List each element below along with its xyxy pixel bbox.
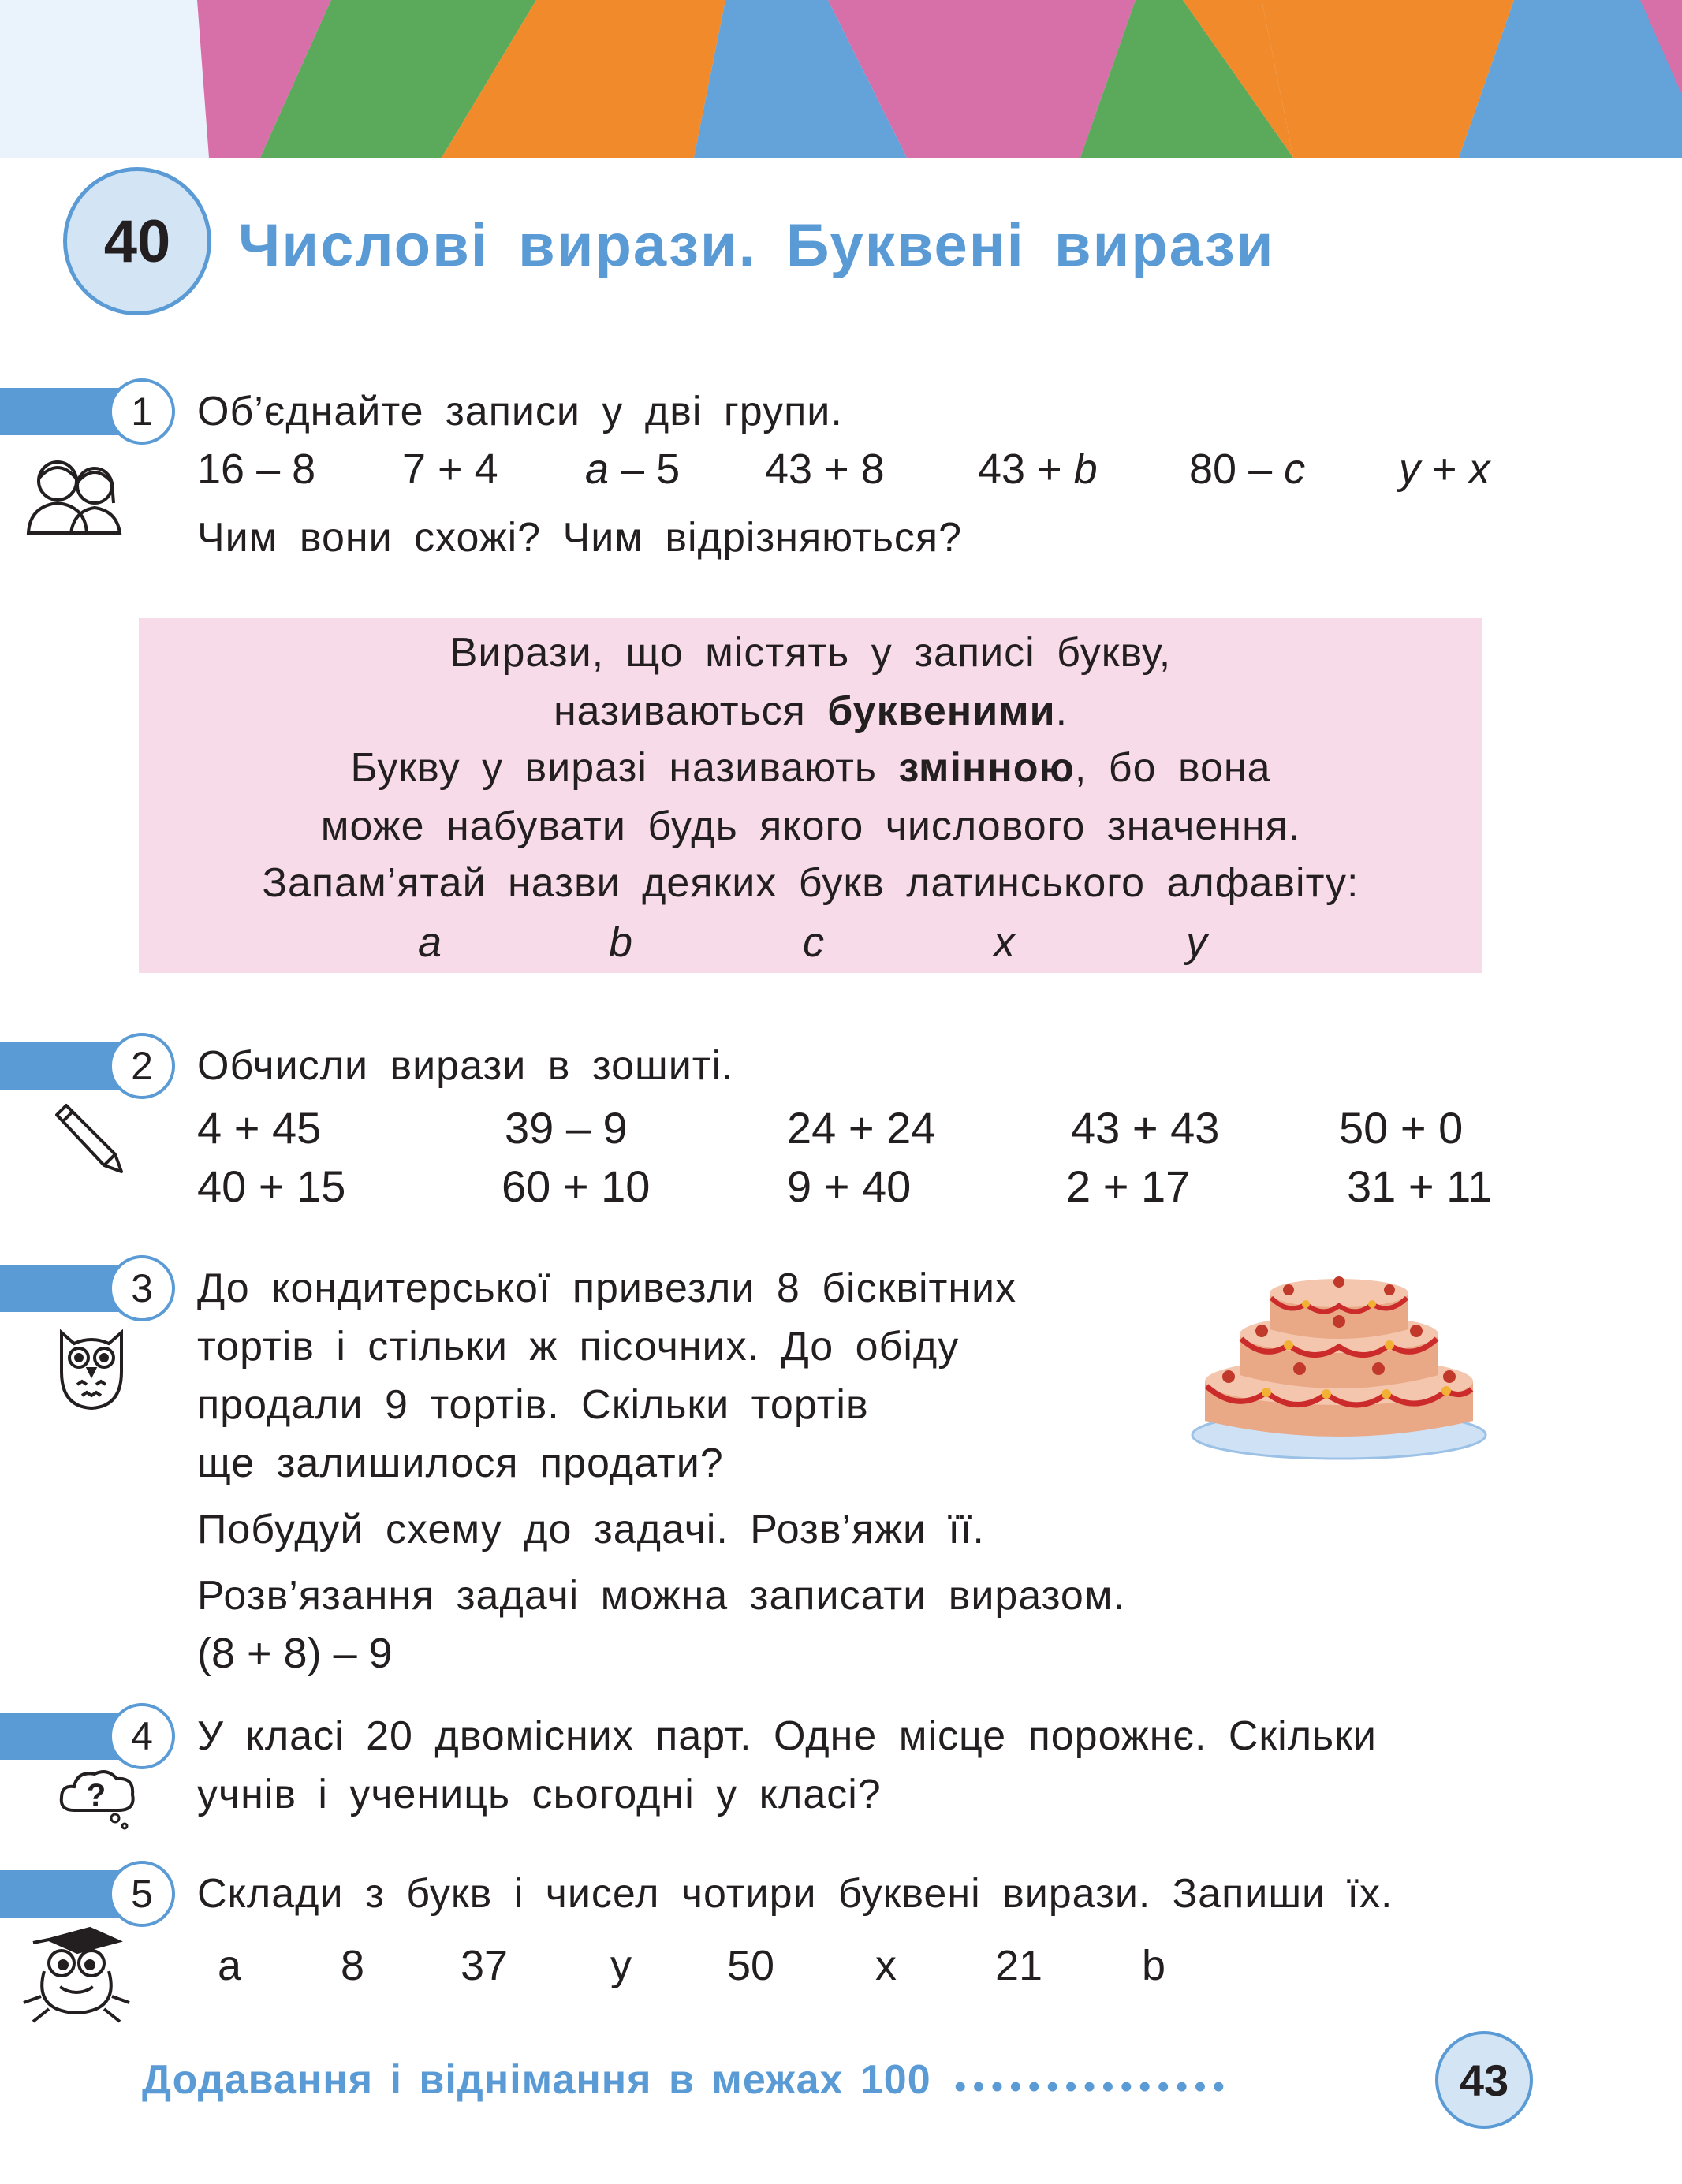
task-5-text: Склади з букв і чисел чотири буквені вирази. Запиши їх. (197, 1871, 1393, 1917)
task-4-number: 4 (109, 1703, 175, 1769)
lesson-number: 40 (103, 207, 171, 275)
task-1-expression: 80 – c (1189, 445, 1306, 493)
task-3-number: 3 (109, 1255, 175, 1321)
task-1-expression: 43 + b (978, 445, 1098, 493)
task-3-expression: (8 + 8) – 9 (197, 1630, 393, 1677)
task-1-text: Об’єднайте записи у дві групи. (197, 389, 843, 434)
task-4-line-1: У класі 20 двомісних парт. Одне місце порожнє. Скільки (197, 1713, 1377, 1759)
task-1-expression: 7 + 4 (402, 445, 498, 493)
task-2-expression: 4 + 45 (197, 1103, 322, 1153)
footer-dots: ••••••••••••••• (954, 2067, 1232, 2106)
task-2-number: 2 (109, 1033, 175, 1099)
rule-box (139, 618, 1482, 973)
task-5-number: 5 (109, 1861, 175, 1927)
rule-line-3: Букву у виразі називають змінною, бо вона (350, 745, 1271, 791)
task-5-item: 8 (341, 1942, 365, 1989)
decorative-banner (0, 0, 1682, 158)
latin-letter: x (994, 919, 1015, 966)
page-number: 43 (1459, 2055, 1509, 2105)
frog-graduate-icon (17, 1924, 136, 2026)
latin-letter: b (609, 919, 633, 966)
rule-line-1: Вирази, що містять у записі букву, (449, 630, 1172, 676)
footer-section-title: Додавання і віднімання в межах 100 (142, 2057, 931, 2103)
question-cloud-icon (57, 1766, 139, 1831)
task-2-text: Обчисли вирази в зошиті. (197, 1043, 734, 1089)
task-1-number: 1 (109, 378, 175, 445)
task-5-item: y (610, 1942, 632, 1989)
pair-work-icon (22, 451, 125, 538)
rule-line-4: може набувати будь якого числового значення. (320, 803, 1301, 849)
lesson-number-badge (63, 167, 211, 315)
task-3-line-2: тортів і стільки ж пісочних. До обіду (197, 1324, 960, 1370)
task-5-item: 21 (995, 1942, 1043, 1989)
rule-line-2: називаються буквеними. (553, 688, 1068, 734)
latin-letter: c (803, 919, 824, 966)
task-2-expression: 43 + 43 (1071, 1103, 1220, 1153)
task-2-expression: 24 + 24 (787, 1103, 936, 1153)
task-2-expression: 39 – 9 (505, 1103, 628, 1153)
cake-illustration (1189, 1258, 1492, 1463)
task-1-expression: 43 + 8 (765, 445, 885, 493)
task-3-line-1: До кондитерської привезли 8 бісквітних (197, 1265, 1017, 1311)
pencil-icon (49, 1098, 128, 1176)
task-5-item: 50 (727, 1942, 775, 1989)
task-2-expression: 40 + 15 (197, 1161, 346, 1211)
task-3-note: Розв’язання задачі можна записати виразом. (197, 1573, 1125, 1619)
task-2-expression: 60 + 10 (502, 1161, 651, 1211)
lesson-title: Числові вирази. Буквені вирази (238, 212, 1275, 279)
page-number-badge (1435, 2031, 1533, 2129)
task-5-item: x (875, 1942, 897, 1989)
task-1-expression: y + x (1399, 445, 1490, 493)
latin-letter: y (1186, 919, 1207, 966)
task-1-expression: a – 5 (585, 445, 681, 493)
task-2-expression: 31 + 11 (1347, 1161, 1493, 1211)
rule-line-5: Запам’ятай назви деяких букв латинського алфавіту: (262, 860, 1359, 906)
task-5-item: 37 (461, 1942, 509, 1989)
task-1-question: Чим вони схожі? Чим відрізняються? (197, 515, 962, 561)
task-2-expression: 2 + 17 (1066, 1161, 1191, 1211)
latin-letter: a (418, 919, 442, 966)
svg-text:?: ? (86, 1778, 106, 1813)
task-5-item: a (218, 1942, 242, 1989)
task-3-line-3: продали 9 тортів. Скільки тортів (197, 1382, 869, 1428)
task-1-expression: 16 – 8 (197, 445, 316, 493)
task-2-expression: 9 + 40 (787, 1161, 912, 1211)
task-3-instruction: Побудуй схему до задачі. Розв’яжи її. (197, 1507, 985, 1552)
task-3-line-4: ще залишилося продати? (197, 1440, 724, 1486)
task-2-expression: 50 + 0 (1339, 1103, 1464, 1153)
owl-icon (54, 1325, 129, 1413)
task-5-item: b (1142, 1942, 1166, 1989)
term-literal-expressions: буквеними (827, 688, 1056, 734)
task-4-line-2: учнів і учениць сьогодні у класі? (197, 1772, 882, 1817)
term-variable: змінною (898, 745, 1075, 791)
